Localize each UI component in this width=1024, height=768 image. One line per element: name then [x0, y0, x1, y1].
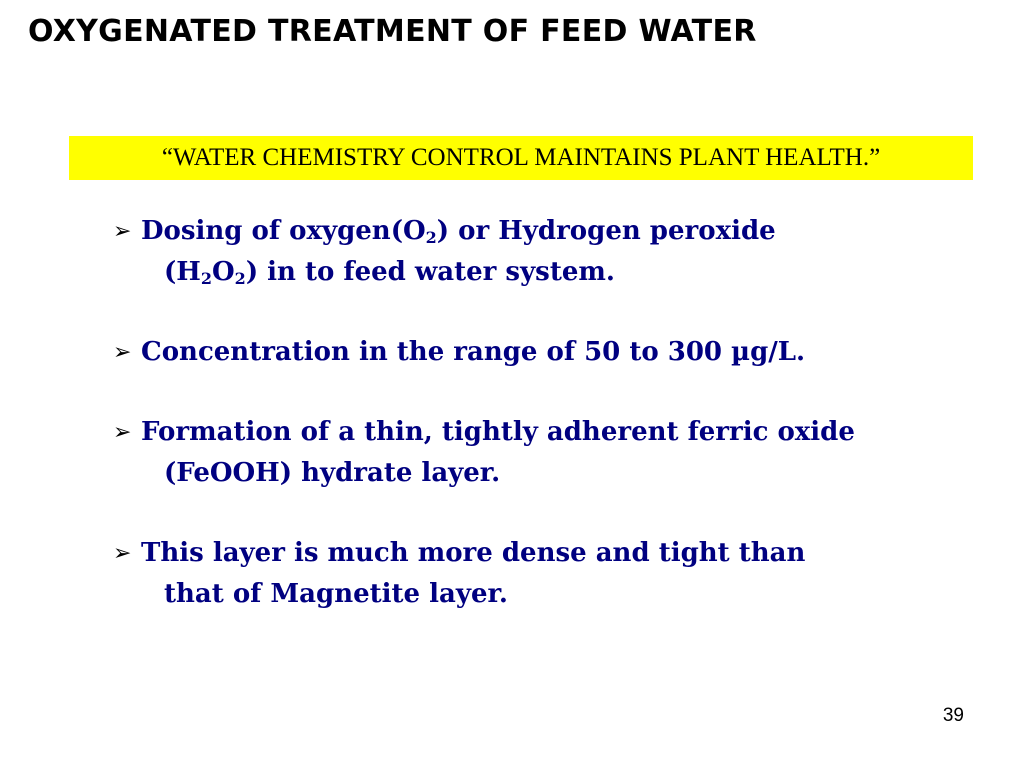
bullet-text-segment: (H: [164, 257, 201, 287]
subscript: 2: [200, 269, 213, 288]
bullet-line-continuation: that of Magnetite layer.: [164, 579, 508, 609]
bullet-text-segment: ) in to feed water system.: [245, 257, 615, 287]
slide-title: OXYGENATED TREATMENT OF FEED WATER: [28, 14, 757, 49]
bullet-line: [141, 211, 1013, 252]
bullet-item-ferric-oxide: [113, 412, 1013, 494]
bullet-text-segment: Dosing of oxygen(O: [141, 216, 426, 246]
bullet-item-oxygen-dosing: [113, 211, 1013, 293]
bullet-text-segment: O: [212, 257, 235, 287]
arrowhead-bullet-icon: ➢: [113, 219, 132, 244]
bullet-line: Concentration in the range of 50 to 300 µg/L.: [141, 337, 806, 367]
arrowhead-bullet-icon: ➢: [113, 420, 132, 445]
arrowhead-bullet-icon: ➢: [113, 340, 132, 365]
highlight-quote: “WATER CHEMISTRY CONTROL MAINTAINS PLANT HEALTH.”: [161, 144, 881, 171]
highlight-banner: [69, 136, 973, 180]
page-number: 39: [942, 705, 964, 726]
subscript: 2: [234, 269, 246, 288]
bullet-line: Formation of a thin, tightly adherent ferric oxide: [141, 417, 855, 447]
bullet-line-continuation: [141, 252, 1013, 293]
bullet-item-concentration: [113, 332, 1013, 373]
bullet-list: [113, 211, 1013, 654]
bullet-line-continuation: (FeOOH) hydrate layer.: [164, 458, 501, 488]
arrowhead-bullet-icon: ➢: [113, 541, 132, 566]
subscript: 2: [425, 228, 437, 247]
bullet-text-segment: ) or Hydrogen peroxide: [436, 216, 776, 246]
bullet-line: This layer is much more dense and tight than: [141, 538, 806, 568]
bullet-item-dense-layer: [113, 533, 1013, 615]
